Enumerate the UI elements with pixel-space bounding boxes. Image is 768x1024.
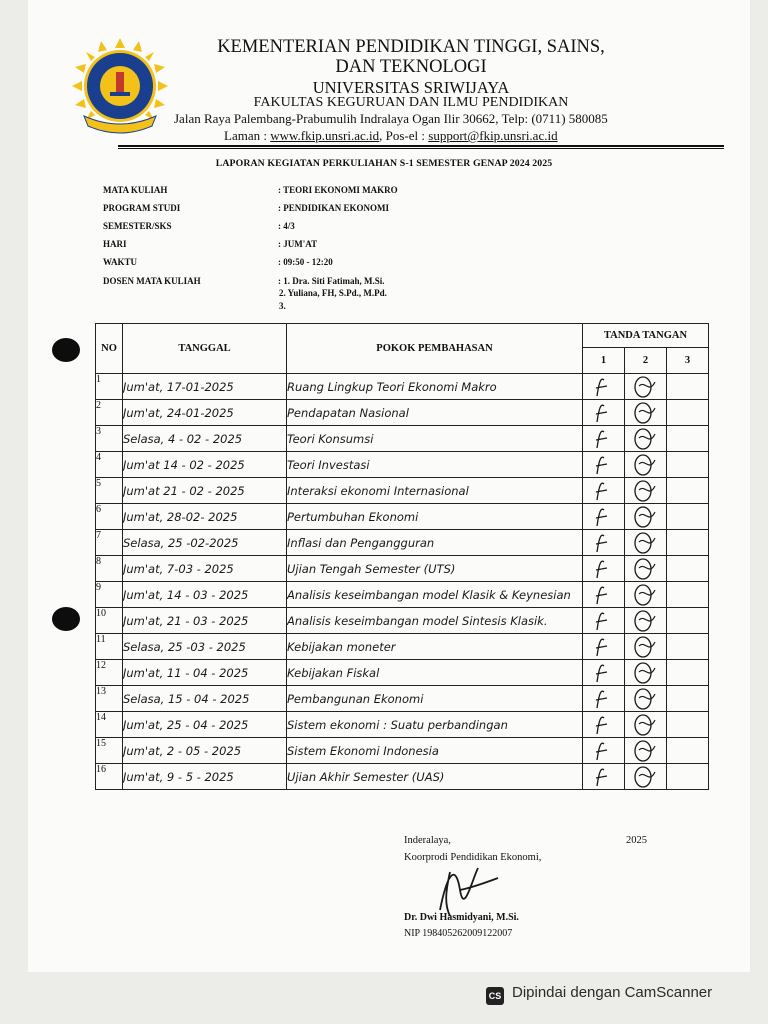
signature-cell-2 [625, 738, 667, 764]
dosen-2: 2. Yuliana, FH, S.Pd., M.Pd. [279, 288, 387, 298]
row-number: 12 [96, 660, 123, 686]
row-date: Selasa, 25 -03 - 2025 [123, 634, 287, 660]
faculty-name: FAKULTAS KEGURUAN DAN ILMU PENDIDIKAN [253, 95, 569, 110]
attendance-rows [96, 374, 709, 790]
row-date: Jum'at, 17-01-2025 [123, 374, 287, 400]
signature-cell-3 [667, 686, 709, 712]
row-topic: Sistem Ekonomi Indonesia [287, 738, 583, 764]
info-value: : JUM'AT [278, 239, 318, 249]
camscanner-icon: CS [486, 987, 504, 1005]
row-date: Jum'at, 21 - 03 - 2025 [123, 608, 287, 634]
table-row [96, 660, 709, 686]
signature-cell-1 [583, 738, 625, 764]
signature-cell-1 [583, 530, 625, 556]
report-title: LAPORAN KEGIATAN PERKULIAHAN S-1 SEMESTER GENAP 2024 2025 [215, 158, 553, 169]
signature-cell-2 [625, 478, 667, 504]
email-link[interactable]: support@fkip.unsri.ac.id [428, 128, 558, 143]
row-number: 7 [96, 530, 123, 556]
signature-cell-3 [667, 504, 709, 530]
info-label: SEMESTER/SKS [103, 221, 172, 231]
header-pokok: POKOK PEMBAHASAN [287, 324, 583, 374]
header-ttd-1: 1 [583, 348, 625, 374]
signature-cell-2 [625, 686, 667, 712]
signature-image [420, 860, 510, 920]
ministry-line1: KEMENTERIAN PENDIDIKAN TINGGI, SAINS, [217, 37, 605, 57]
signing-place: Inderalaya, [404, 835, 451, 846]
signer-name: Dr. Dwi Hasmidyani, M.Si. [404, 912, 519, 923]
signature-cell-2 [625, 712, 667, 738]
signature-cell-1 [583, 400, 625, 426]
signature-cell-3 [667, 764, 709, 790]
signature-cell-2 [625, 504, 667, 530]
signature-cell-1 [583, 374, 625, 400]
row-number: 2 [96, 400, 123, 426]
row-date: Jum'at, 2 - 05 - 2025 [123, 738, 287, 764]
signature-cell-2 [625, 608, 667, 634]
row-date: Jum'at, 25 - 04 - 2025 [123, 712, 287, 738]
row-topic: Pertumbuhan Ekonomi [287, 504, 583, 530]
row-date: Selasa, 25 -02-2025 [123, 530, 287, 556]
table-row [96, 764, 709, 790]
signature-cell-1 [583, 452, 625, 478]
signature-cell-3 [667, 738, 709, 764]
table-row [96, 608, 709, 634]
row-number: 1 [96, 374, 123, 400]
signature-cell-2 [625, 556, 667, 582]
table-row [96, 400, 709, 426]
row-topic: Pendapatan Nasional [287, 400, 583, 426]
row-date: Jum'at, 7-03 - 2025 [123, 556, 287, 582]
info-label: WAKTU [103, 257, 138, 267]
row-date: Jum'at, 9 - 5 - 2025 [123, 764, 287, 790]
row-topic: Ujian Tengah Semester (UTS) [287, 556, 583, 582]
signature-cell-2 [625, 764, 667, 790]
info-label: DOSEN MATA KULIAH [103, 276, 201, 286]
info-label: MATA KULIAH [103, 185, 168, 195]
row-number: 9 [96, 582, 123, 608]
signature-cell-1 [583, 634, 625, 660]
row-number: 15 [96, 738, 123, 764]
signature-cell-3 [667, 608, 709, 634]
signature-cell-1 [583, 764, 625, 790]
row-topic: Sistem ekonomi : Suatu perbandingan [287, 712, 583, 738]
row-topic: Pembangunan Ekonomi [287, 686, 583, 712]
signature-cell-2 [625, 452, 667, 478]
row-topic: Analisis keseimbangan model Sintesis Klasik. [287, 608, 583, 634]
row-number: 14 [96, 712, 123, 738]
row-topic: Kebijakan Fiskal [287, 660, 583, 686]
table-row [96, 504, 709, 530]
signature-cell-1 [583, 712, 625, 738]
signature-cell-1 [583, 426, 625, 452]
signature-cell-3 [667, 400, 709, 426]
table-row [96, 426, 709, 452]
signature-cell-1 [583, 608, 625, 634]
table-row [96, 478, 709, 504]
signature-cell-3 [667, 634, 709, 660]
signature-cell-3 [667, 530, 709, 556]
row-number: 4 [96, 452, 123, 478]
row-number: 13 [96, 686, 123, 712]
signature-cell-2 [625, 634, 667, 660]
row-date: Jum'at, 24-01-2025 [123, 400, 287, 426]
table-row [96, 738, 709, 764]
signature-cell-1 [583, 504, 625, 530]
university-logo-icon [70, 36, 170, 136]
header-ttd-3: 3 [667, 348, 709, 374]
row-number: 6 [96, 504, 123, 530]
info-value: : 1. Dra. Siti Fatimah, M.Si. [278, 276, 385, 286]
info-value: : PENDIDIKAN EKONOMI [278, 203, 390, 213]
signature-cell-1 [583, 686, 625, 712]
table-row [96, 712, 709, 738]
website-link[interactable]: www.fkip.unsri.ac.id [270, 128, 380, 143]
row-date: Jum'at 21 - 02 - 2025 [123, 478, 287, 504]
table-row [96, 686, 709, 712]
row-topic: Analisis keseimbangan model Klasik & Keynesian [287, 582, 583, 608]
row-number: 11 [96, 634, 123, 660]
table-row [96, 634, 709, 660]
row-date: Selasa, 15 - 04 - 2025 [123, 686, 287, 712]
punch-hole-mark [52, 607, 80, 631]
signature-cell-2 [625, 660, 667, 686]
row-topic: Kebijakan moneter [287, 634, 583, 660]
ministry-line2: DAN TEKNOLOGI [335, 57, 487, 77]
info-label: HARI [103, 239, 127, 249]
row-number: 8 [96, 556, 123, 582]
signature-cell-1 [583, 478, 625, 504]
header-divider [118, 145, 724, 147]
signature-cell-3 [667, 660, 709, 686]
web-prefix: Laman : [224, 128, 271, 143]
row-topic: Interaksi ekonomi Internasional [287, 478, 583, 504]
info-label: PROGRAM STUDI [103, 203, 181, 213]
header-tanggal: TANGGAL [123, 324, 287, 374]
row-date: Jum'at, 11 - 04 - 2025 [123, 660, 287, 686]
row-topic: Teori Investasi [287, 452, 583, 478]
info-value: : 4/3 [278, 221, 295, 231]
row-topic: Ujian Akhir Semester (UAS) [287, 764, 583, 790]
table-row [96, 556, 709, 582]
signature-cell-3 [667, 478, 709, 504]
row-number: 5 [96, 478, 123, 504]
signature-cell-1 [583, 556, 625, 582]
row-date: Jum'at 14 - 02 - 2025 [123, 452, 287, 478]
scanner-watermark-text: Dipindai dengan CamScanner [512, 984, 713, 1001]
attendance-table [95, 323, 709, 790]
row-topic: Teori Konsumsi [287, 426, 583, 452]
signer-role: Koorprodi Pendidikan Ekonomi, [404, 852, 542, 863]
row-topic: Inflasi dan Pengangguran [287, 530, 583, 556]
header-divider-thin [118, 148, 724, 149]
header-ttd-2: 2 [625, 348, 667, 374]
table-row [96, 374, 709, 400]
table-row [96, 452, 709, 478]
row-number: 16 [96, 764, 123, 790]
info-value: : TEORI EKONOMI MAKRO [278, 185, 398, 195]
punch-hole-mark [52, 338, 80, 362]
header-tanda-tangan: TANDA TANGAN [583, 324, 709, 348]
signer-nip: NIP 198405262009122007 [404, 928, 513, 939]
row-date: Jum'at, 14 - 03 - 2025 [123, 582, 287, 608]
address-line: Jalan Raya Palembang-Prabumulih Indralaya Ogan Ilir 30662, Telp: (0711) 580085 [174, 111, 608, 126]
signing-year: 2025 [626, 835, 647, 846]
signature-cell-3 [667, 582, 709, 608]
row-number: 3 [96, 426, 123, 452]
signature-cell-1 [583, 660, 625, 686]
row-date: Jum'at, 28-02- 2025 [123, 504, 287, 530]
signature-cell-3 [667, 556, 709, 582]
dosen-3: 3. [279, 301, 286, 311]
table-row [96, 530, 709, 556]
email-prefix: , Pos-el : [379, 128, 429, 143]
info-value: : 09:50 - 12:20 [278, 257, 333, 267]
row-date: Selasa, 4 - 02 - 2025 [123, 426, 287, 452]
signature-cell-3 [667, 426, 709, 452]
signature-cell-2 [625, 530, 667, 556]
row-number: 10 [96, 608, 123, 634]
signature-cell-2 [625, 426, 667, 452]
contact-line [224, 128, 558, 144]
signature-cell-2 [625, 582, 667, 608]
signature-cell-3 [667, 374, 709, 400]
signature-cell-3 [667, 712, 709, 738]
row-topic: Ruang Lingkup Teori Ekonomi Makro [287, 374, 583, 400]
signature-cell-2 [625, 374, 667, 400]
table-row [96, 582, 709, 608]
signature-cell-1 [583, 582, 625, 608]
signature-cell-2 [625, 400, 667, 426]
header-no: NO [96, 324, 123, 374]
university-name: UNIVERSITAS SRIWIJAYA [312, 78, 510, 97]
signature-cell-3 [667, 452, 709, 478]
